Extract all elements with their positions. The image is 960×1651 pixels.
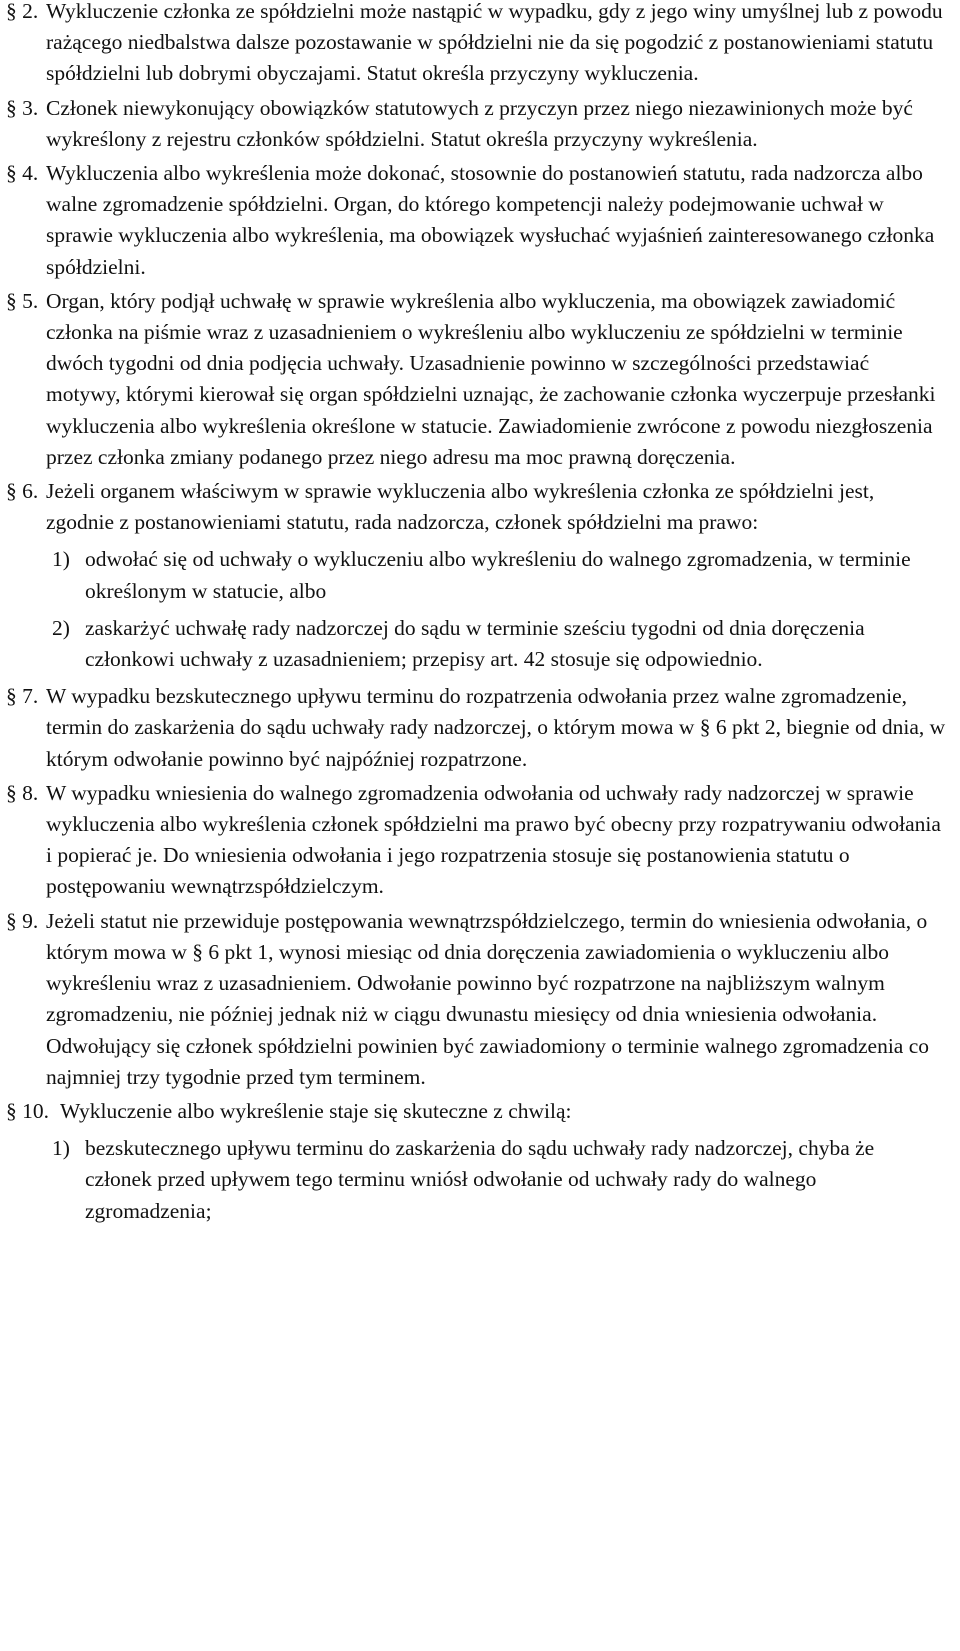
paragraph-4 [0, 158, 960, 283]
paragraph-10 [0, 1096, 960, 1127]
paragraph-text: Wykluczenia albo wykreślenia może dokonać, stosownie do postanowień statutu, rada nadzorcza albo walne zgromadzenie spółdzielni. Organ, do którego kompetencji należy podejmowanie uchwał w sprawie wykluczenia albo wykreślenia, ma obowiązek wysłuchać wyjaśnień zainteresowanego członka spółdzielni. [46, 161, 935, 279]
list-item [0, 613, 960, 675]
paragraph-label [6, 906, 42, 937]
list-item-number: 1) [52, 1136, 70, 1161]
paragraph-number: 5. [22, 288, 39, 313]
paragraph-2 [0, 0, 960, 90]
paragraph-label [6, 158, 42, 189]
list-item [0, 1133, 960, 1227]
paragraph-text: Jeżeli organem właściwym w sprawie wykluczenia albo wykreślenia członka ze spółdzielni jest, zgodnie z postanowieniami statutu, rada nadzorcza, członek spółdzielni ma prawo: [46, 479, 875, 535]
list-item-number: 1) [52, 547, 70, 572]
section-sign: § [6, 1098, 17, 1123]
paragraph-text: Wykluczenie członka ze spółdzielni może nastąpić w wypadku, gdy z jego winy umyślnej lub z powodu rażącego niedbalstwa dalsze pozostawanie w spółdzielni nie da się pogodzić z postanowieniami statutu spółdzielni lub dobrymi obyczajami. Statut określa przyczyny wykluczenia. [46, 0, 943, 86]
paragraph-text: Jeżeli statut nie przewiduje postępowania wewnątrzspółdzielczego, termin do wniesienia odwołania, o którym mowa w § 6 pkt 1, wynosi miesiąc od dnia doręczenia zawiadomienia o wykluczeniu albo wykreśleniu wraz z uzasadnieniem. Odwołanie powinno być rozpatrzone na najbliższym walnym zgromadzeniu, nie później jednak niż w ciągu dwunastu miesięcy od dnia wniesienia odwołania. Odwołujący się członek spółdzielni powinien być zawiadomiony o terminie walnego zgromadzenia co najmniej trzy tygodnie przed tym terminem. [46, 908, 930, 1089]
paragraph-3 [0, 93, 960, 155]
paragraph-label [6, 681, 42, 712]
paragraph-label [6, 1096, 53, 1127]
paragraph-8 [0, 778, 960, 903]
section-sign: § [6, 288, 17, 313]
paragraph-label [6, 93, 42, 124]
enumeration-list [0, 544, 960, 675]
paragraph-number: 2. [22, 0, 39, 23]
paragraph-9 [0, 906, 960, 1093]
paragraph-number: 6. [22, 479, 39, 504]
paragraph-text: Członek niewykonujący obowiązków statutowych z przyczyn przez niego niezawinionych może być wykreślony z rejestru członków spółdzielni. Statut określa przyczyny wykreślenia. [46, 95, 913, 151]
section-sign: § [6, 479, 17, 504]
section-sign: § [6, 780, 17, 805]
paragraph-text: W wypadku bezskutecznego upływu terminu do rozpatrzenia odwołania przez walne zgromadzenie, termin do zaskarżenia do sądu uchwały rady nadzorczej, o którym mowa w § 6 pkt 2, biegnie od dnia, w którym odwołanie powinno być najpóźniej rozpatrzone. [46, 684, 946, 771]
paragraph-label [6, 286, 42, 317]
section-sign: § [6, 0, 17, 23]
enumeration-list [0, 1133, 960, 1227]
paragraph-5 [0, 286, 960, 473]
section-sign: § [6, 908, 17, 933]
list-item-text: bezskutecznego upływu terminu do zaskarżenia do sądu uchwały rady nadzorczej, chyba że członek przed upływem tego terminu wniósł odwołanie od uchwały rady do walnego zgromadzenia; [85, 1136, 875, 1223]
paragraph-number: 9. [22, 908, 39, 933]
paragraph-label [6, 0, 42, 27]
list-item-text: zaskarżyć uchwałę rady nadzorczej do sądu w terminie sześciu tygodni od dnia doręczenia członkowi uchwały z uzasadnieniem; przepisy art. 42 stosuje się odpowiednio. [85, 615, 865, 672]
paragraph-label [6, 476, 42, 507]
paragraph-text: Organ, który podjął uchwałę w sprawie wykreślenia albo wykluczenia, ma obowiązek zawiadomić członka na piśmie wraz z uzasadnieniem o wykreśleniu albo wykluczeniu ze spółdzielni w terminie dwóch tygodni od dnia podjęcia uchwały. Uzasadnienie powinno w szczególności przedstawiać motywy, którymi kierował się organ spółdzielni uznając, że zachowanie członka wyczerpuje przesłanki wykluczenia albo wykreślenia określone w statucie. Zawiadomienie zwrócone z powodu niezgłoszenia przez członka zmiany podanego przez niego adresu ma moc prawną doręczenia. [46, 288, 936, 469]
paragraph-label [6, 778, 42, 809]
list-item [0, 544, 960, 606]
list-item-number: 2) [52, 615, 70, 640]
paragraph-number: 10. [22, 1098, 49, 1123]
section-sign: § [6, 684, 17, 709]
paragraph-7 [0, 681, 960, 775]
list-item-text: odwołać się od uchwały o wykluczeniu albo wykreśleniu do walnego zgromadzenia, w terminie określonym w statucie, albo [85, 547, 911, 603]
section-sign: § [6, 161, 17, 186]
paragraph-text: Wykluczenie albo wykreślenie staje się skuteczne z chwilą: [60, 1098, 572, 1123]
paragraph-number: 8. [22, 780, 39, 805]
paragraph-number: 7. [22, 684, 39, 709]
paragraph-number: 3. [22, 95, 39, 120]
paragraph-text: W wypadku wniesienia do walnego zgromadzenia odwołania od uchwały rady nadzorczej w sprawie wykluczenia albo wykreślenia członek spółdzielni ma prawo być obecny przy rozpatrywaniu odwołania i popierać je. Do wniesienia odwołania i jego rozpatrzenia stosuje się postanowienia statutu o postępowaniu wewnątrzspółdzielczym. [46, 780, 941, 899]
paragraph-number: 4. [22, 161, 39, 186]
paragraph-6 [0, 476, 960, 538]
section-sign: § [6, 95, 17, 120]
